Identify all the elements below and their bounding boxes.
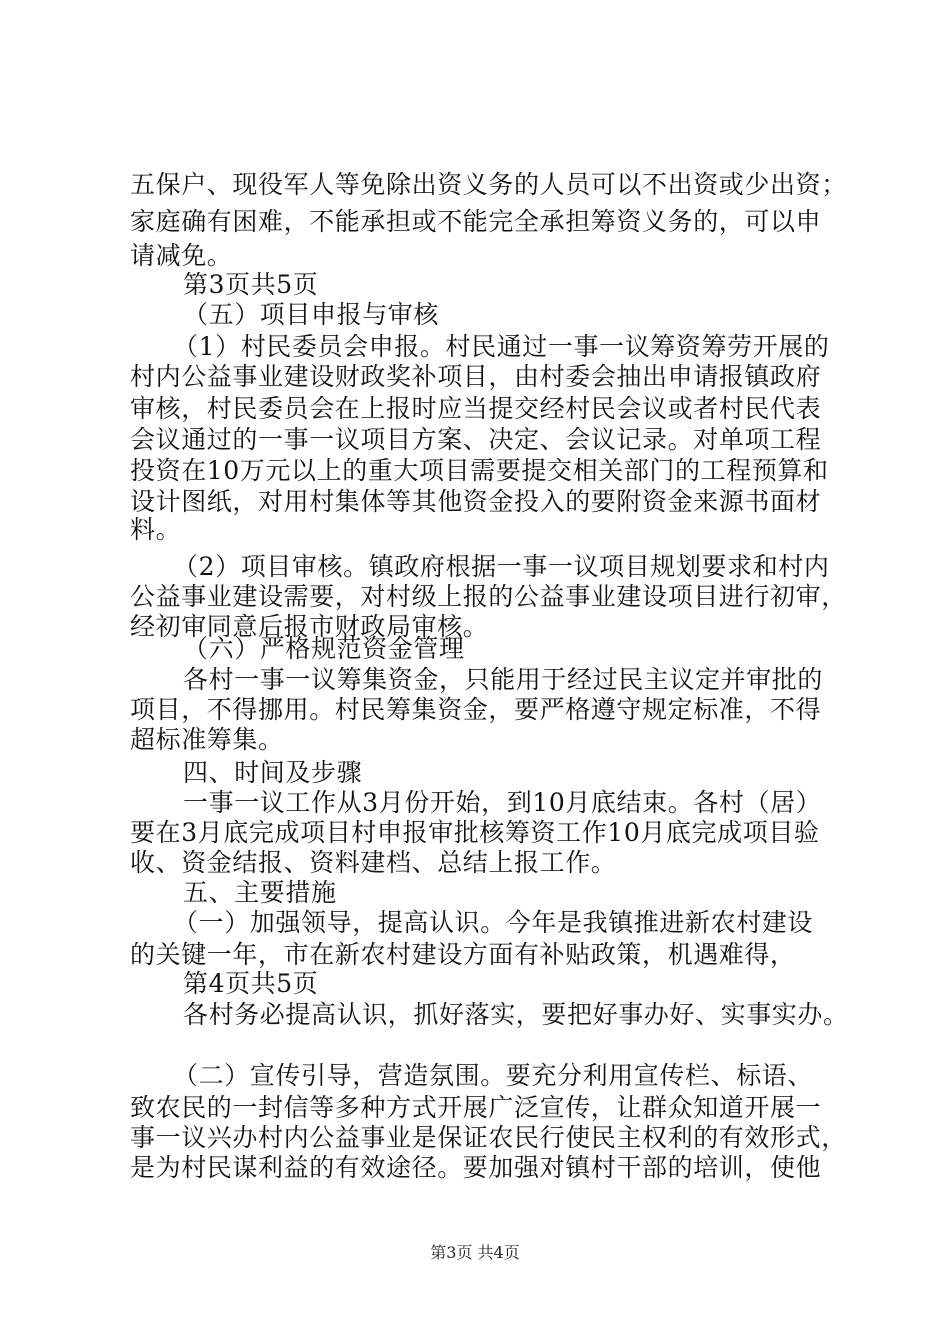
section-heading: 五、主要措施 <box>183 878 337 907</box>
text-line: 家庭确有困难，不能承担或不能完全承担筹资义务的，可以申 <box>130 207 822 236</box>
text-line: 项目，不得挪用。村民筹集资金，要严格遵守规定标准，不得 <box>130 695 822 724</box>
text-line: 各村务必提高认识，抓好落实，要把好事办好、实事实办。 <box>183 1000 849 1029</box>
text-line: （二）宣传引导，营造氛围。要充分利用宣传栏、标语、 <box>173 1061 814 1090</box>
text-line: 料。 <box>130 515 182 544</box>
section-heading: 四、时间及步骤 <box>183 758 363 787</box>
text-line: 要在3月底完成项目村申报审批核筹资工作10月底完成项目验 <box>130 818 820 847</box>
text-line: （一）加强领导，提高认识。今年是我镇推进新农村建设 <box>173 908 814 937</box>
text-line: 村内公益事业建设财政奖补项目，由村委会抽出申请报镇政府 <box>130 362 822 391</box>
text-line: 的关键一年，市在新农村建设方面有补贴政策，机遇难得， <box>130 940 796 969</box>
text-line: 投资在10万元以上的重大项目需要提交相关部门的工程预算和 <box>130 456 829 485</box>
page-marker: 第3页共5页 <box>183 270 319 299</box>
text-line: 是为村民谋利益的有效途径。要加强对镇村干部的培训，使他 <box>130 1153 822 1182</box>
text-line: 收、资金结报、资料建档、总结上报工作。 <box>130 848 617 877</box>
text-line: 事一议兴办村内公益事业是保证农民行使民主权利的有效形式， <box>130 1123 847 1152</box>
text-line: （2）项目审核。镇政府根据一事一议项目规划要求和村内 <box>173 552 830 581</box>
page-marker: 第4页共5页 <box>183 969 319 998</box>
text-line: 致农民的一封信等多种方式开展广泛宣传，让群众知道开展一 <box>130 1093 822 1122</box>
text-line: 请减免。 <box>130 241 233 270</box>
text-line: 设计图纸，对用村集体等其他资金投入的要附资金来源书面材 <box>130 487 822 516</box>
text-line: 各村一事一议筹集资金，只能用于经过民主议定并审批的 <box>183 665 824 694</box>
section-heading: （六）严格规范资金管理 <box>183 634 465 663</box>
section-heading: （五）项目申报与审核 <box>183 300 440 329</box>
text-line: 公益事业建设需要，对村级上报的公益事业建设项目进行初审， <box>130 582 847 611</box>
text-line: 超标准筹集。 <box>130 725 284 754</box>
page-footer: 第3页 共4页 <box>430 1243 520 1262</box>
text-line: 会议通过的一事一议项目方案、决定、会议记录。对单项工程 <box>130 425 822 454</box>
text-line: 审核，村民委员会在上报时应当提交经村民会议或者村民代表 <box>130 394 822 423</box>
text-line: （1）村民委员会申报。村民通过一事一议筹资筹劳开展的 <box>173 332 830 361</box>
text-line: 经初审同意后报市财政局审核。 <box>130 612 489 641</box>
text-line: 五保户、现役军人等免除出资义务的人员可以不出资或少出资； <box>130 170 847 199</box>
text-line: 一事一议工作从3月份开始，到10月底结束。各村（居） <box>183 788 822 817</box>
